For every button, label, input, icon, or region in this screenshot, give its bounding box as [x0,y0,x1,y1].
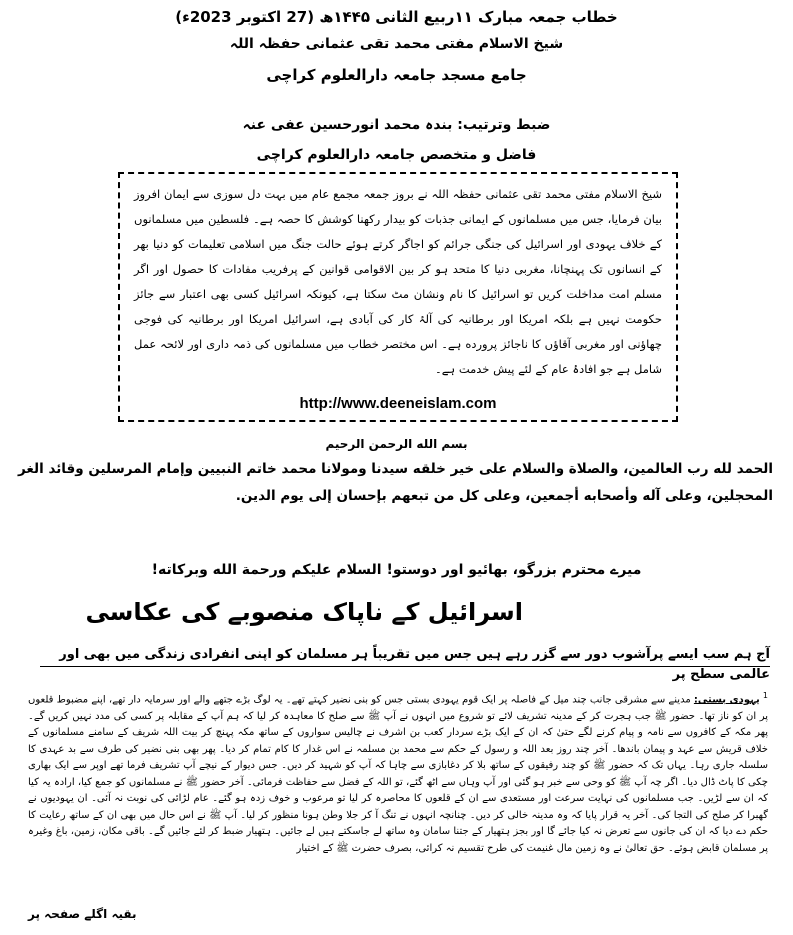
header-date-line: خطاب جمعہ مبارک ۱۱ربیع الثانی ۱۴۴۵ھ (27 اکتوبر 2023ء) [175,8,618,26]
footnote [28,688,768,857]
arabic-opening: الحمد لله رب العالمين، والصلاة والسلام على خير خلقه سيدنا ومولانا محمد خاتم النبيين وإمام المرسلين وقائد الغر المحجلين، وعلى آله وأصحابه أجمعين، وعلى كل من تبعهم بإحسان إلى يوم الدين. [18,461,773,504]
header-venue: جامع مسجد جامعہ دارالعلوم کراچی [266,66,527,84]
continued-next-page: بقیہ اگلے صفحہ پر [28,907,137,921]
footnote-mark: 1 [762,691,768,700]
header-compiler: ضبط وترتیب: بندہ محمد انورحسین عفی عنہ [242,117,551,133]
summary-box [118,172,678,422]
website-link[interactable]: http://www.deeneislam.com [299,395,497,412]
greeting: میرے محترم بزرگو، بھائیو اور دوستو! السلام عليكم ورحمة الله وبركاته! [151,562,642,578]
section-title: اسرائیل کے ناپاک منصوبے کی عکاسی [85,598,523,626]
header-speaker: شیخ الاسلام مفتی محمد تقی عثمانی حفظہ اللہ [229,36,564,52]
footnote-divider [40,666,770,667]
section-subtitle: آج ہم سب ایسے پرآشوب دور سے گزر رہے ہیں جس میں تقریباً ہر مسلمان کو اپنی انفرادی زندگی میں بھی اور عالمی سطح پر [59,647,770,682]
header-compiler-credentials: فاضل و متخصص جامعہ دارالعلوم کراچی [256,147,537,163]
basmala: بسم الله الرحمن الرحيم [325,437,468,451]
summary-text: شیخ الاسلام مفتی محمد تقی عثمانی حفظہ اللہ نے بروز جمعہ مجمع عام میں بہت دل سوزی سے ایمان افروز بیان فرمایا، جس میں مسلمانوں کے ایمانی جذبات کو بیدار رکھنا کوشش کا حصہ ہے۔ فلسطین میں مسلمانوں کے خلاف یہودی اور اسرائیل کی جنگی جرائم کو اجاگر کرتے ہوئے حالت جنگ میں اسلامی تعلیمات کو دنیا بھر کے انسانوں تک پہنچانا، مغربی دنیا کا متحد ہو کر بین الاقوامی قوانین کے پرفریب مفادات کا حصول اور اگر مسلم امت مداخلت کریں تو اسرائیل کا نام ونشان مٹ سکتا ہے، کیونکہ اسرائیل کسی بھی اعتبار سے جائز حکومت نہیں ہے بلکہ امریکا اور برطانیہ کی آلۂ کار کی آبادی ہے، اسرائیل امریکا اور برطانیہ کی فوجی چھاؤنی اور مغربی آقاؤں کا ناجائز پرورده ہے۔ اس مختصر خطاب میں مسلمانوں کی ذمہ داری اور لائحہ عمل شامل ہے جو افادۂ عام کے لئے پیش خدمت ہے۔ [134,187,662,376]
footnote-text: مدینے سے مشرقی جانب چند میل کے فاصلہ پر ایک قوم یہودی بستی جس کو بنی نضیر کہتے تھے۔ یہ لوگ بڑے جتھے والے اور سرمایہ دار تھے، اپنے مضبوط قلعوں پر ان کو ناز تھا۔ حضور ﷺ جب ہجرت کر کے مدینہ تشریف لائے تو شروع میں انہوں نے آپ ﷺ سے صلح کا معاہدہ کر لیا کہ ہم آپ کے مقابلہ پر کسی کی مدد نہیں کریں گے۔ پھر مکہ کے کافروں سے نامہ و پیام کرنے لگے حتیٰ کہ ان کے ایک بڑے سردار کعب بن اشرف نے چالیس سواروں کے ساتھ مکہ پہنچ کر بیت اللہ شریف کے سامنے مسلمانوں کے خلاف قریش سے عہد و پیمان باندھا۔ آخر چند روز بعد اللہ و رسول کے حکم سے محمد بن مسلمہ نے اس غدار کا کام تمام کر دیا۔ پھر بھی بنی نضیر کی طرف سے بد عہدی کا سلسلہ جاری رہا۔ یہاں تک کہ حضور ﷺ کو چند رفیقوں کے ساتھ بلا کر دغابازی سے چاہا کہ آپ کو شہید کر دیں۔ جس دیوار کے نیچے آپ تشریف فرما تھے اوپر سے ایک بھاری چکی کا پاٹ ڈال دیا۔ اگر چہ آپ ﷺ کو وحی سے خبر ہو گئی اور آپ وہاں سے اٹھ گئے، تو اللہ کے فضل سے حفاظت فرمائی۔ آخر حضور ﷺ نے مسلمانوں کو جمع کیا، ارادہ یہ کیا کہ ان سے لڑیں۔ جب مسلمانوں کی نہایت سرعت اور مستعدی سے ان کے قلعوں کا محاصرہ کر لیا تو مرعوب و خوف زدہ ہو گئے۔ عام لڑائی کی نوبت نہ آئی۔ ان یہودیوں نے گھبرا کر صلح کی التجا کی۔ آخر یہ قرار پایا کہ وہ مدینہ خالی کر دیں۔ چنانچہ انہوں نے تنگ آ کر جلا وطن ہونا منظور کر لیا۔ آپ ﷺ نے اس حال میں بھی ان کے ساتھ رعایت کا حکم دے دیا کہ ان کی جانوں سے تعرض نہ کیا جائے گا اور بجز ہتھیار کے جتنا سامان وہ ساتھ لے جاسکتے ہیں لے جائیں۔ ہتھیار ضبط کر لئے جائیں گے۔ باقی مکان، زمین، باغ وغیرہ پر مسلمان قابض ہوئے۔ حق تعالیٰ نے وہ زمین مال غنیمت کی طرح تقسیم نہ کرائی، بصرف حضرت ﷺ کے اختیار [28,694,768,854]
footnote-label: یہودی بستی: [693,694,760,706]
